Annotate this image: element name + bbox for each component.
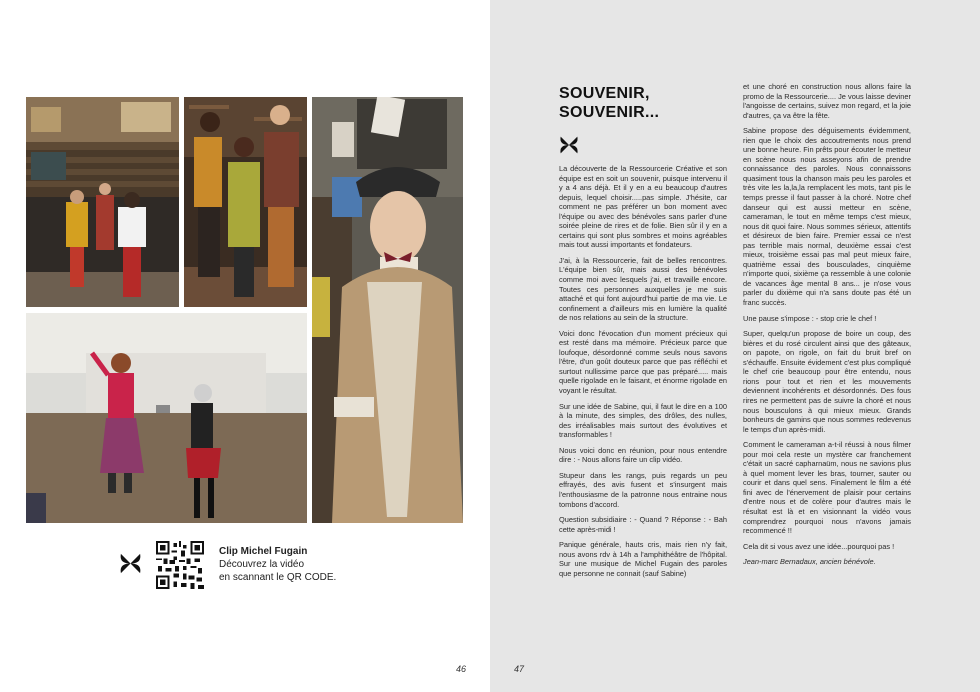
caption-line-1: Découvrez la vidéo [219, 559, 305, 570]
paragraph: et une choré en construction nous allons faire la promo de la Ressourcerie.... Je vous laisse deviner l'angoisse de certains, suivez mon regard, et la joie d'autres, ça va être la fête. [743, 82, 911, 120]
paragraph: Sur une idée de Sabine, qui, il faut le dire en a 100 à la minute, des simples, des drôles, des nulles, des irréalisables mais surtout des évolutives et transformables ! [559, 401, 727, 440]
article-column-1 [559, 164, 727, 584]
title-line-2: SOUVENIR... [559, 104, 660, 121]
paragraph: Stupeur dans les rangs, puis regards un peu effrayés, des avis fusent et s'insurgent mais l'enthousiasme de la patronne nous entraine nous tombons d'accord. [559, 470, 727, 509]
caption-line-2: en scannant le QR CODE. [219, 572, 337, 583]
video-caption [219, 545, 336, 584]
paragraph: Question subsidiaire : - Quand ? Réponse : - Bah cette après-midi ! [559, 515, 727, 534]
qr-code-icon[interactable] [156, 541, 204, 589]
paragraph: Comment le cameraman a-t-il réussi à nous filmer pour moi cela reste un mystère car franchement c'était un sacré capharnaüm, nous ne savions plus à quel moment lever les bras, tourner, sauter ou courir et dans quel sens. Finalement le film a été fini avec de l'énervement de plaisir pour certains d'entre nous et de colère pour d'autres mais le résultat est là et en visionnant la vidéo vous comprendrez pourquoi nous n'avons jamais recommencé !! [743, 440, 911, 536]
title-line-1: SOUVENIR, [559, 85, 650, 102]
photo-trio-bookshelf [184, 97, 307, 307]
page-number-right: 47 [514, 664, 525, 674]
author-signature: Jean-marc Bernadaux, ancien bénévole. [743, 557, 876, 567]
paragraph: Une pause s'impose : - stop crie le chef ! [743, 313, 877, 323]
paragraph: Cela dit si vous avez une idée...pourquoi pas ! [743, 541, 895, 551]
photo-costume-man [312, 97, 463, 523]
caption-title: Clip Michel Fugain [219, 546, 308, 557]
paragraph: Super, quelqu'un propose de boire un coup, des bières et du rosé circulent ainsi que des gâteaux, on papote, on rigole, on fait du bruit bref on s'échauffe. Ensuite évidement c'est plus compliqué le chef crie beaucoup pour être entendu, nous rions pour tout et rien et les mouvements deviennent incohérents et désordonnés. Des fous rires ne permettent pas de suivre la choré et nous nous bousculons à qui mieux mieux. Grands bonheurs de gamins que nous sommes redevenus le temps d'un après-midi. [743, 329, 911, 434]
paragraph: J'ai, à la Ressourcerie, fait de belles rencontres. L'équipe bien sûr, mais aussi des bénévoles comme moi avec lesquels j'ai, et travaille encore. Toutes ces personnes auxquelles je me suis attaché et qui font aujourd'hui partie de ma vie. Le confinement a d'ailleurs mis en lumière la qualité de nos relations au sein de la structure. [559, 255, 727, 323]
paragraph: Sabine propose des déguisements évidemment, rien que le choix des accoutrements nous prend une bonne heure. Fin prêts pour écouter le metteur en scène nous nous asseyons afin de prendre connaissance des paroles. Nous connaissons quasiment tous la chanson mais peu les paroles et très vite les la,la,la remplacent les mots, tant pis le temps presse il faut passer à la choré. Notre chef danseur qui est aussi metteur en scène, cameraman, le tout en même temps c'est mieux, nous dit quoi faire. Nous sommes sérieux, attentifs et désireux de bien faire. Premier essai ce n'est pas terrible mais normal, deuxième essai c'est mieux, troisième essai pas mal peut mieux faire, quatrième essai des bousculades, cinquième n'importe quoi, sixième ça ressemble à une colonie de vacances âge mental 8 ans... je n'ose vous parler du dixième qui n'a sans doute pas été un franc succès. [743, 126, 911, 308]
article-column-2 [743, 82, 911, 573]
page-number-left: 46 [456, 664, 467, 674]
photo-theater-group [26, 97, 179, 307]
paragraph: Nous voici donc en réunion, pour nous entendre dire : - Nous allons faire un clip vidéo. [559, 445, 727, 465]
butterfly-logo-icon [119, 552, 142, 575]
article-title [559, 84, 659, 122]
paragraph: La découverte de la Ressourcerie Créative et son équipe est en soit un souvenir, puisque intervenu il y a 4 ans déjà. Et il y en a eu beaucoup d'autres depuis, lequel choisir.....pas simple. J'hésite, car comment ne pas préférer un bon moment avec l'équipe ou avec des bénévoles sans parler d'une soirée pleine de rires et de folie. Bien sûr il y en a certains qui sont plus sombres et moins agréables mais tout aussi importants et fondateurs. [559, 164, 727, 250]
paragraph: Voici donc l'évocation d'un moment précieux qui est resté dans ma mémoire. Précieux parce que loufoque, désordonné comme seuls nous savons l'être, d'un goût douteux parce que pas réfléchi et surtout nullissime parce que pas préparé..... mais quelle rigolade en le faisant, et énorme rigolade en voyant le résultat. [559, 328, 727, 396]
paragraph: Panique générale, hauts cris, mais rien n'y fait, nous avons rdv à 14h a l'amphithéâtre de l'hôpital. Sur une musique de Michel Fugain des paroles que personne ne connait (sauf Sabine) [559, 540, 727, 578]
butterfly-logo-icon [559, 135, 579, 155]
photo-dancers [26, 313, 307, 523]
